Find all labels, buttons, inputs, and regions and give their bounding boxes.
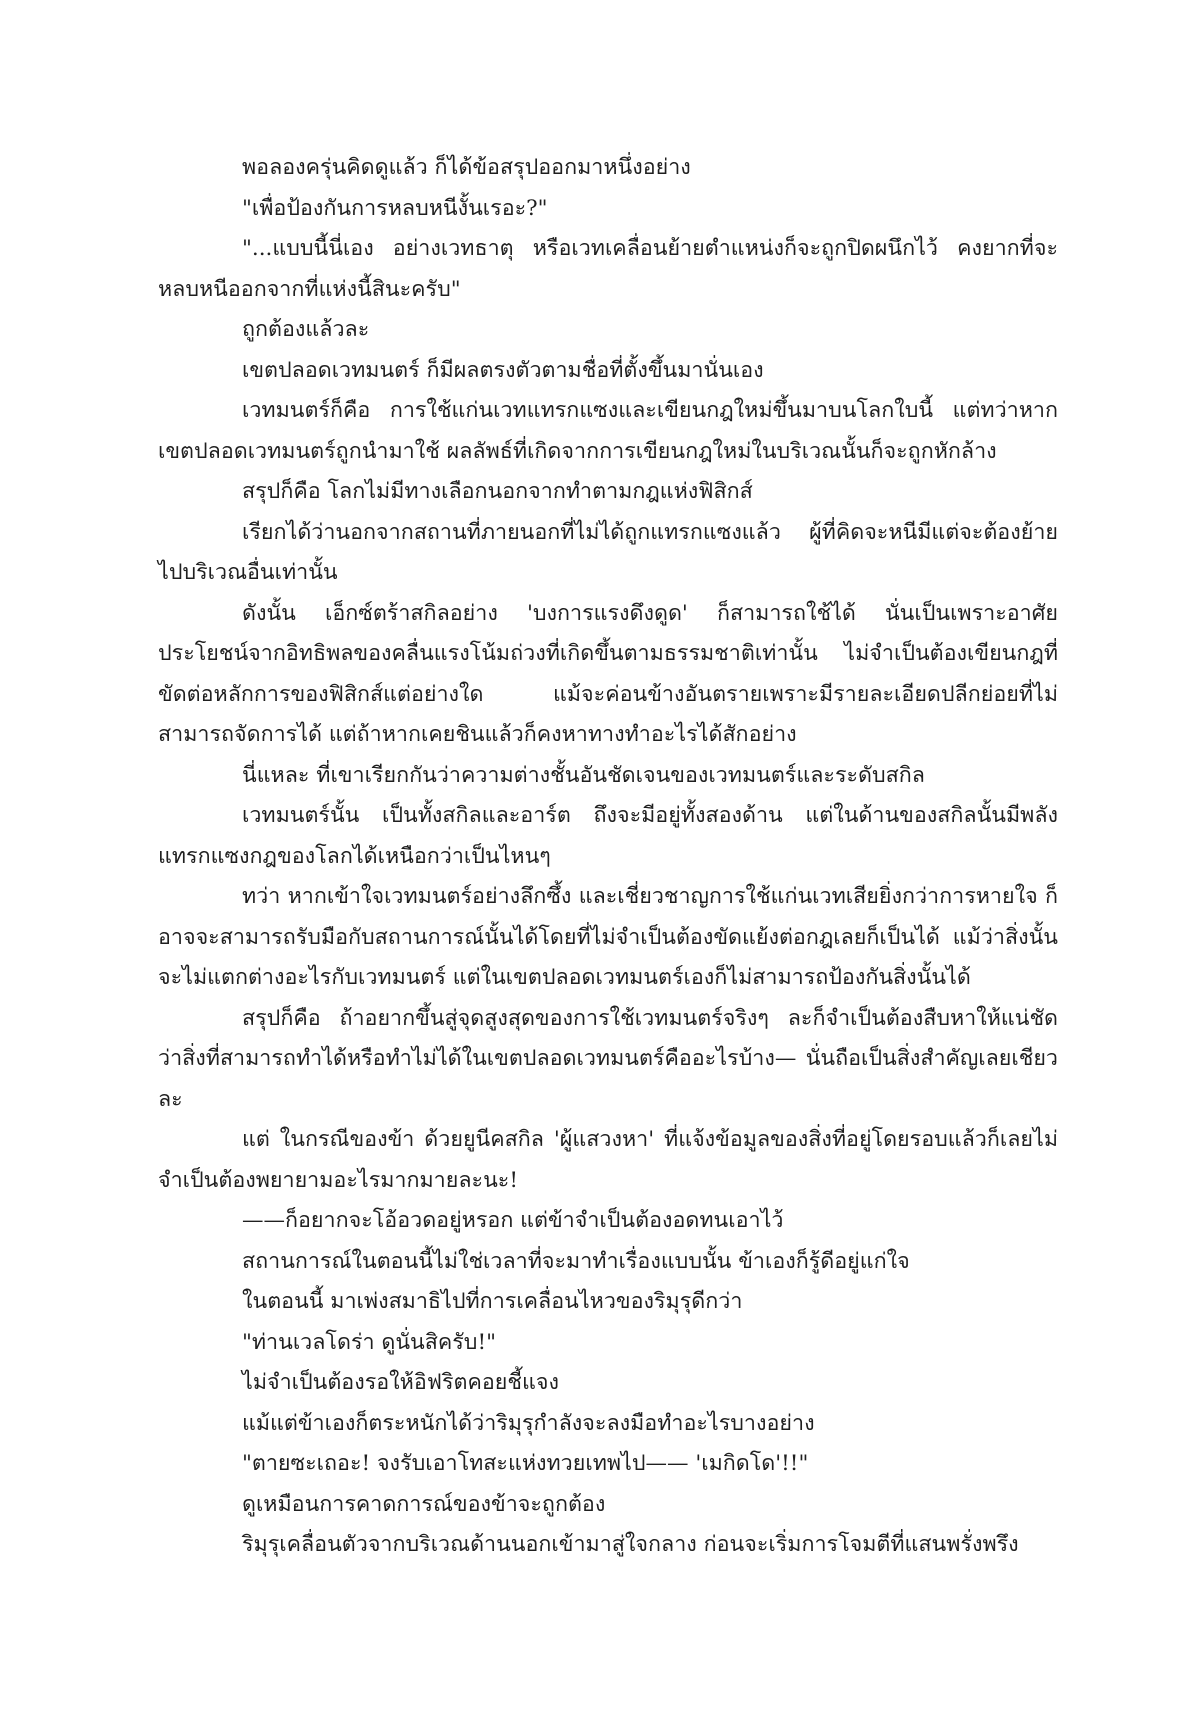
- paragraph: "ตายซะเถอะ! จงรับเอาโทสะแห่งทวยเทพไป—— 'เมกิดโด'!!": [242, 1451, 809, 1476]
- paragraph: เขตปลอดเวทมนตร์ ก็มีผลตรงตัวตามชื่อที่ตั้งขึ้นมานั่นเอง: [242, 357, 764, 383]
- paragraph: ในตอนนี้ มาเพ่งสมาธิไปที่การเคลื่อนไหวของริมุรุดีกว่า: [242, 1289, 743, 1314]
- paragraph: ริมุรุเคลื่อนตัวจากบริเวณด้านนอกเข้ามาสู่ใจกลาง ก่อนจะเริ่มการโจมตีที่แสนพรั่งพรึง: [242, 1532, 1019, 1557]
- paragraph: สถานการณ์ในตอนนี้ไม่ใช่เวลาที่จะมาทำเรื่องแบบนั้น ข้าเองก็รู้ดีอยู่แก่ใจ: [242, 1248, 910, 1274]
- paragraph: "ท่านเวลโดร่า ดูนั่นสิครับ!": [242, 1329, 496, 1355]
- paragraph: สรุปก็คือ ถ้าอยากขึ้นสู่จุดสูงสุดของการใช้เวทมนตร์จริงๆ ละก็จำเป็นต้องสืบหาให้แน่ชัดว่าสิ่งที่สามารถทำได้หรือทำไม่ได้ในเขตปลอดเวทมนตร์คืออะไรบ้าง— นั่นถือเป็นสิ่งสำคัญเลยเชียวละ: [158, 1005, 1058, 1112]
- paragraph: ——ก็อยากจะโอ้อวดอยู่หรอก แต่ข้าจำเป็นต้องอดทนเอาไว้: [242, 1208, 784, 1233]
- paragraph: พอลองครุ่นคิดดูแล้ว ก็ได้ข้อสรุปออกมาหนึ่งอย่าง: [242, 155, 691, 180]
- paragraph: แต่ ในกรณีของข้า ด้วยยูนีคสกิล 'ผู้แสวงหา' ที่แจ้งข้อมูลของสิ่งที่อยู่โดยรอบแล้วก็เลยไม่จำเป็นต้องพยายามอะไรมากมายละนะ!: [158, 1127, 1058, 1193]
- paragraph: ไม่จำเป็นต้องรอให้อิฟริตคอยชี้แจง: [242, 1370, 559, 1395]
- body-text: [158, 148, 1058, 1566]
- paragraph: ดูเหมือนการคาดการณ์ของข้าจะถูกต้อง: [242, 1491, 606, 1517]
- paragraph: นี่แหละ ที่เขาเรียกกันว่าความต่างชั้นอันชัดเจนของเวทมนตร์และระดับสกิล: [242, 762, 925, 788]
- paragraph: ดังนั้น เอ็กซ์ตร้าสกิลอย่าง 'บงการแรงดึงดูด' ก็สามารถใช้ได้ นั่นเป็นเพราะอาศัยประโยชน์จากอิทธิพลของคลื่นแรงโน้มถ่วงที่เกิดขึ้นตามธรรมชาติเท่านั้น ไม่จำเป็นต้องเขียนกฎที่ขัดต่อหลักการของฟิสิกส์แต่อย่างใด แม้จะค่อนข้างอันตรายเพราะมีรายละเอียดปลีกย่อยที่ไม่สามารถจัดการได้ แต่ถ้าหากเคยชินแล้วก็คงหาทางทำอะไรได้สักอย่าง: [158, 600, 1058, 747]
- paragraph: ถูกต้องแล้วละ: [242, 317, 370, 342]
- paragraph: เวทมนตร์ก็คือ การใช้แก่นเวทแทรกแซงและเขียนกฎใหม่ขึ้นมาบนโลกใบนี้ แต่ทว่าหากเขตปลอดเวทมนตร์ถูกนำมาใช้ ผลลัพธ์ที่เกิดจากการเขียนกฎใหม่ในบริเวณนั้นก็จะถูกหักล้าง: [158, 398, 1058, 464]
- paragraph: แม้แต่ข้าเองก็ตระหนักได้ว่าริมุรุกำลังจะลงมือทำอะไรบางอย่าง: [242, 1410, 815, 1436]
- paragraph: สรุปก็คือ โลกไม่มีทางเลือกนอกจากทำตามกฎแห่งฟิสิกส์: [242, 479, 753, 504]
- paragraph: ทว่า หากเข้าใจเวทมนตร์อย่างลึกซึ้ง และเชี่ยวชาญการใช้แก่นเวทเสียยิ่งกว่าการหายใจ ก็อาจจะสามารถรับมือกับสถานการณ์นั้นได้โดยที่ไม่จำเป็นต้องขัดแย้งต่อกฎเลยก็เป็นได้ แม้ว่าสิ่งนั้นจะไม่แตกต่างอะไรกับเวทมนตร์ แต่ในเขตปลอดเวทมนตร์เองก็ไม่สามารถป้องกันสิ่งนั้นได้: [158, 884, 1058, 990]
- paragraph: "...แบบนี้นี่เอง อย่างเวทธาตุ หรือเวทเคลื่อนย้ายตำแหน่งก็จะถูกปิดผนึกไว้ คงยากที่จะหลบหนีออกจากที่แห่งนี้สินะครับ": [158, 236, 1058, 302]
- paragraph: เรียกได้ว่านอกจากสถานที่ภายนอกที่ไม่ได้ถูกแทรกแซงแล้ว ผู้ที่คิดจะหนีมีแต่จะต้องย้ายไปบริเวณอื่นเท่านั้น: [158, 519, 1058, 585]
- paragraph: "เพื่อป้องกันการหลบหนีงั้นเรอะ?": [242, 195, 548, 221]
- paragraph: เวทมนตร์นั้น เป็นทั้งสกิลและอาร์ต ถึงจะมีอยู่ทั้งสองด้าน แต่ในด้านของสกิลนั้นมีพลังแทรกแซงกฎของโลกได้เหนือกว่าเป็นไหนๆ: [158, 803, 1058, 869]
